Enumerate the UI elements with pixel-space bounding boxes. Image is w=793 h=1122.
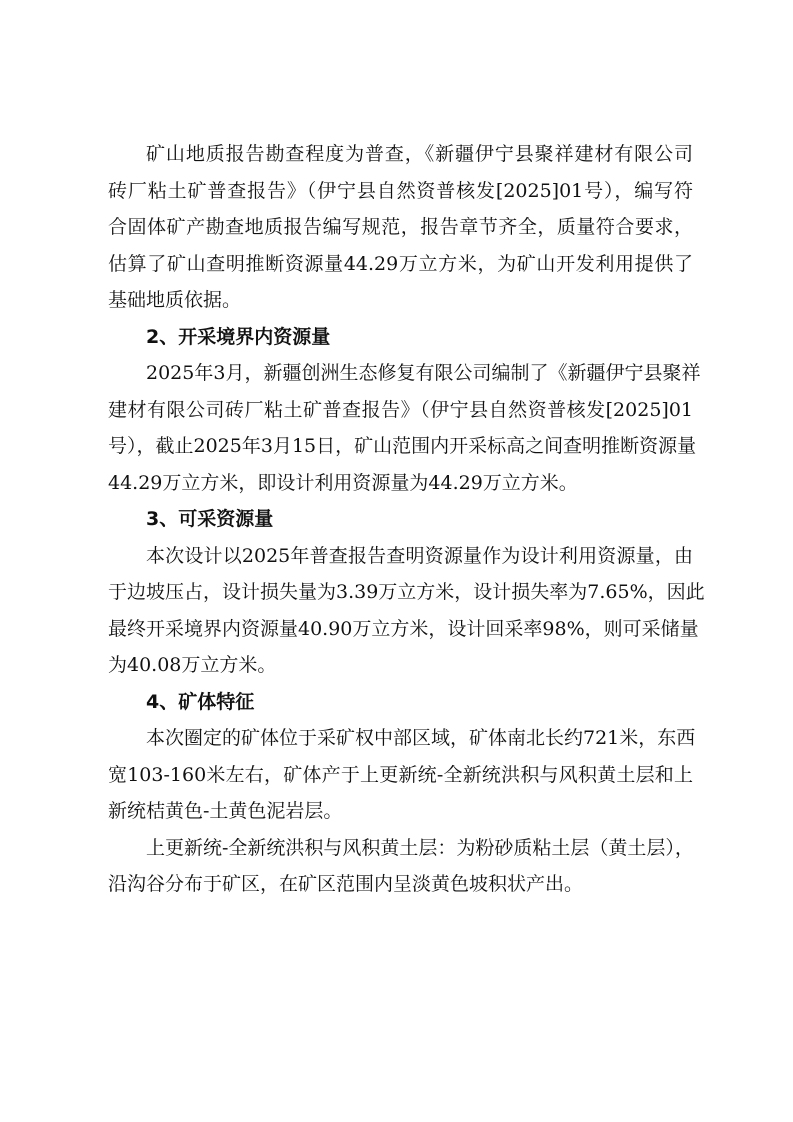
- text-line: 建材有限公司砖厂粘土矿普查报告》（伊宁县自然资普核发[2025]01: [108, 398, 693, 421]
- text-line: 于边坡压占，设计损失量为3.39万立方米，设计损失率为7.65%，因此: [108, 581, 705, 603]
- text-line: 砖厂粘土矿普查报告》（伊宁县自然资普核发[2025]01号），编写符: [108, 179, 693, 202]
- paragraph-orebody: [108, 720, 696, 830]
- text-line: 宽103-160米左右，矿体产于上更新统-全新统洪积与风积黄土层和上: [108, 763, 693, 786]
- document-body: [108, 136, 705, 903]
- paragraph-quality: [108, 136, 693, 319]
- text-line: 2025年3月，新疆创洲生态修复有限公司编制了《新疆伊宁县聚祥: [146, 362, 701, 384]
- text-line: 本次圈定的矿体位于采矿权中部区域，矿体南北长约721米，东西: [146, 727, 696, 749]
- text-line: 本次设计以2025年普查报告查明资源量作为设计利用资源量，由: [146, 544, 693, 567]
- text-line: 44.29万立方米，即设计利用资源量为44.29万立方米。: [108, 471, 578, 494]
- paragraph-mining-boundary: [108, 355, 701, 501]
- text-line: 新统桔黄色-土黄色泥岩层。: [108, 800, 343, 822]
- text-line: 为40.08万立方米。: [108, 654, 277, 676]
- text-line: 上更新统-全新统洪积与风积黄土层：为粉砂质粘土层（黄土层），: [146, 836, 694, 859]
- text-line: 估算了矿山查明推断资源量44.29万立方米，为矿山开发利用提供了: [108, 252, 693, 275]
- text-line: 号），截止2025年3月15日，矿山范围内开采标高之间查明推断资源量: [108, 435, 697, 457]
- section-heading-orebody: 4、矿体特征: [146, 690, 255, 713]
- section-heading-recoverable: 3、可采资源量: [146, 508, 274, 530]
- paragraph-recoverable: [108, 538, 705, 684]
- text-line: 最终开采境界内资源量40.90万立方米，设计回采率98%，则可采储量: [108, 617, 699, 640]
- text-line: 基础地质依据。: [108, 289, 242, 311]
- text-line: 沿沟谷分布于矿区，在矿区范围内呈淡黄色坡积状产出。: [108, 873, 584, 895]
- section-heading-mining-boundary: 2、开采境界内资源量: [146, 325, 331, 348]
- text-line: 合固体矿产勘查地质报告编写规范，报告章节齐全，质量符合要求，: [108, 216, 693, 238]
- paragraph-loess: [108, 830, 693, 903]
- text-line: 矿山地质报告勘查程度为普查，《新疆伊宁县聚祥建材有限公司: [146, 143, 693, 165]
